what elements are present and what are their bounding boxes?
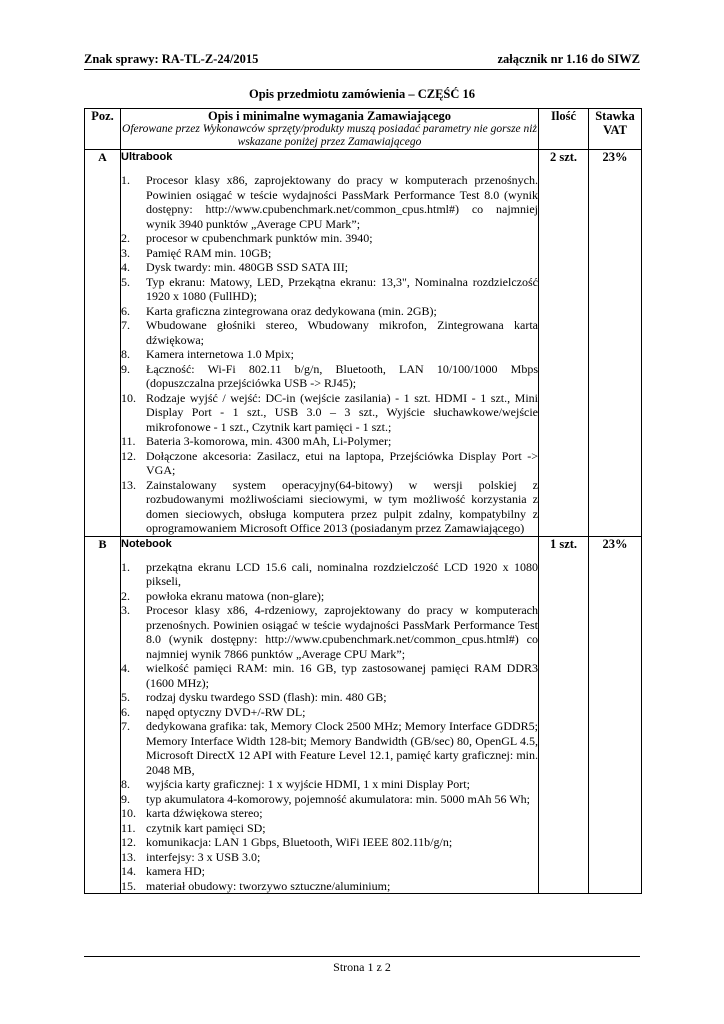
row-position: B bbox=[85, 536, 121, 894]
list-item-number: 7. bbox=[121, 719, 130, 733]
list-item-text: Bateria 3-komorowa, min. 4300 mAh, Li-Polymer; bbox=[146, 434, 392, 448]
list-item-number: 5. bbox=[121, 274, 130, 289]
header-opis bbox=[121, 109, 539, 150]
list-item-text: Łączność: Wi-Fi 802.11 b/g/n, Bluetooth, LAN 10/100/1000 Mbps (dopuszczalna przejściówka USB -> RJ45); bbox=[146, 361, 538, 390]
row-description bbox=[121, 150, 539, 537]
list-item-text: typ akumulatora 4-komorowy, pojemność akumulatora: min. 5000 mAh 56 Wh; bbox=[146, 791, 530, 806]
row-category: Notebook bbox=[121, 537, 172, 550]
header-poz: Poz. bbox=[85, 109, 121, 150]
list-item bbox=[121, 864, 538, 879]
list-item-number: 6. bbox=[121, 303, 130, 318]
list-item-text: kamera HD; bbox=[146, 864, 205, 878]
list-item bbox=[121, 260, 538, 275]
list-item-number: 5. bbox=[121, 690, 130, 704]
header-ilosc: Ilość bbox=[539, 109, 589, 150]
table-row bbox=[85, 150, 642, 537]
row-quantity: 2 szt. bbox=[539, 150, 589, 537]
list-item bbox=[121, 719, 538, 777]
list-item-number: 8. bbox=[121, 777, 130, 791]
requirements-list bbox=[121, 560, 538, 894]
list-item-text: materiał obudowy: tworzywo sztuczne/aluminium; bbox=[146, 878, 391, 893]
table-header-row bbox=[85, 109, 642, 150]
document-title: Opis przedmiotu zamówienia – CZĘŚĆ 16 bbox=[248, 87, 476, 101]
list-item-number: 2. bbox=[121, 588, 130, 603]
list-item-number: 11. bbox=[121, 434, 136, 448]
list-item-text: czytnik kart pamięci SD; bbox=[146, 820, 266, 835]
list-item-text: wyjścia karty graficznej: 1 x wyjście HDMI, 1 x mini Display Port; bbox=[146, 777, 470, 791]
list-item-text: Karta graficzna zintegrowana oraz dedykowana (min. 2GB); bbox=[146, 303, 437, 318]
list-item-number: 10. bbox=[121, 390, 136, 405]
list-item bbox=[121, 589, 538, 604]
row-description bbox=[121, 536, 539, 894]
list-item bbox=[121, 879, 538, 894]
list-item-text: Rodzaje wyjść / wejść: DC-in (wejście zasilania) - 1 szt. HDMI - 1 szt., Mini Display Port - 1 szt., USB 3.0 – 3 szt., Wyjście słuchawkowe/wejście mikrofonowe - 1 szt., Czytnik kart pamięci - 1 szt.; bbox=[146, 390, 538, 434]
list-item-number: 4. bbox=[121, 661, 130, 675]
list-item bbox=[121, 391, 538, 435]
list-item-text: powłoka ekranu matowa (non-glare); bbox=[146, 588, 325, 603]
list-item bbox=[121, 806, 538, 821]
list-item bbox=[121, 560, 538, 589]
list-item bbox=[121, 661, 538, 690]
list-item-text: napęd optyczny DVD+/-RW DL; bbox=[146, 704, 306, 719]
list-item bbox=[121, 850, 538, 865]
list-item-text: przekątna ekranu LCD 15.6 cali, nominalna rozdzielczość LCD 1920 x 1080 pikseli, bbox=[146, 559, 538, 588]
list-item-number: 15. bbox=[121, 878, 136, 893]
list-item-number: 10. bbox=[121, 806, 136, 820]
list-item-text: karta dźwiękowa stereo; bbox=[146, 806, 263, 820]
list-item bbox=[121, 835, 538, 850]
list-item-number: 8. bbox=[121, 347, 130, 361]
list-item-text: interfejsy: 3 x USB 3.0; bbox=[146, 849, 261, 864]
list-item-number: 3. bbox=[121, 245, 130, 260]
table-row bbox=[85, 536, 642, 894]
list-item-number: 11. bbox=[121, 820, 136, 835]
list-item-text: Procesor klasy x86, zaprojektowany do pracy w komputerach przenośnych. Powinien osiągać w teście wydajności PassMark Performance Test 8.0 (wynik dostępny: http://www.cpubenchmark.net/common_cpus.html#) co najmniej wynik 3940 punktów „Average CPU Mark”; bbox=[146, 173, 538, 231]
list-item bbox=[121, 318, 538, 347]
list-item-number: 9. bbox=[121, 361, 130, 376]
list-item-number: 12. bbox=[121, 448, 136, 463]
header-opis-title: Opis i minimalne wymagania Zamawiającego bbox=[207, 109, 452, 123]
list-item-number: 12. bbox=[121, 835, 136, 849]
row-vat: 23% bbox=[589, 150, 642, 537]
list-item-number: 4. bbox=[121, 260, 130, 274]
list-item-number: 14. bbox=[121, 864, 136, 878]
list-item bbox=[121, 821, 538, 836]
list-item-number: 7. bbox=[121, 318, 130, 332]
list-item bbox=[121, 173, 538, 231]
page-number: Strona 1 z 2 bbox=[333, 960, 391, 974]
row-category: Ultrabook bbox=[121, 151, 173, 163]
list-item bbox=[121, 246, 538, 261]
header-vat: Stawka VAT bbox=[589, 109, 642, 150]
list-item-text: wielkość pamięci RAM: min. 16 GB, typ zastosowanej pamięci RAM DDR3 (1600 MHz); bbox=[146, 661, 538, 690]
list-item-number: 6. bbox=[121, 704, 130, 719]
list-item-number: 2. bbox=[121, 231, 130, 245]
list-item-text: Zainstalowany system operacyjny(64-bitowy) w wersji polskiej z rozbudowanymi możliwościami sieciowymi, w tym możliwość korzystania z domen sieciowych, obsługa komputera przez pulpit zdalny, kompatybilny z oprogramowaniem Microsoft Office 2013 (posiadanym przez Zamawiającego) bbox=[146, 477, 538, 535]
row-vat: 23% bbox=[589, 536, 642, 894]
list-item bbox=[121, 304, 538, 319]
list-item-text: Dysk twardy: min. 480GB SSD SATA III; bbox=[146, 260, 349, 274]
list-item bbox=[121, 231, 538, 246]
document-header bbox=[84, 52, 640, 70]
list-item bbox=[121, 362, 538, 391]
list-item-text: Typ ekranu: Matowy, LED, Przekątna ekranu: 13,3", Nominalna rozdzielczość 1920 x 1080 (FullHD); bbox=[146, 274, 538, 303]
list-item-number: 1. bbox=[121, 173, 130, 187]
list-item-text: Dołączone akcesoria: Zasilacz, etui na laptopa, Przejściówka Display Port -> VGA; bbox=[146, 448, 538, 477]
list-item bbox=[121, 705, 538, 720]
list-item-text: rodzaj dysku twardego SSD (flash): min. 480 GB; bbox=[146, 690, 387, 704]
requirements-list bbox=[121, 173, 538, 536]
list-item-number: 13. bbox=[121, 849, 136, 864]
list-item-text: Procesor klasy x86, 4-rdzeniowy, zaprojektowany do pracy w komputerach przenośnych. Powinien osiągać w teście wydajności PassMark Performance Test 8.0 (wynik dostępny: http://www.cpubenchmark.net/common_cpus.html#) co najmniej wynik 7866 punktów „Average CPU Mark”; bbox=[146, 603, 538, 661]
attachment-label: załącznik nr 1.16 do SIWZ bbox=[497, 52, 640, 66]
list-item bbox=[121, 434, 538, 449]
case-number: Znak sprawy: RA-TL-Z-24/2015 bbox=[84, 52, 259, 66]
list-item-number: 13. bbox=[121, 477, 136, 492]
list-item-text: komunikacja: LAN 1 Gbps, Bluetooth, WiFi IEEE 802.11b/g/n; bbox=[146, 835, 453, 849]
list-item-text: Pamięć RAM min. 10GB; bbox=[146, 245, 272, 260]
row-quantity: 1 szt. bbox=[539, 536, 589, 894]
list-item bbox=[121, 275, 538, 304]
list-item bbox=[121, 777, 538, 792]
list-item-text: Wbudowane głośniki stereo, Wbudowany mikrofon, Zintegrowana karta dźwiękowa; bbox=[146, 318, 538, 347]
list-item-text: procesor w cpubenchmark punktów min. 3940; bbox=[146, 231, 373, 245]
list-item-number: 1. bbox=[121, 559, 130, 574]
list-item bbox=[121, 347, 538, 362]
list-item bbox=[121, 690, 538, 705]
list-item bbox=[121, 603, 538, 661]
list-item bbox=[121, 792, 538, 807]
row-position: A bbox=[85, 150, 121, 537]
header-opis-subtitle: Oferowane przez Wykonawców sprzęty/produkty muszą posiadać parametry nie gorsze niż wskazane poniżej przez Zamawiającego bbox=[122, 123, 537, 148]
footer-divider bbox=[84, 956, 640, 957]
list-item bbox=[121, 449, 538, 478]
list-item-number: 9. bbox=[121, 791, 130, 806]
list-item-text: Kamera internetowa 1.0 Mpix; bbox=[146, 347, 294, 361]
list-item bbox=[121, 478, 538, 536]
list-item-text: dedykowana grafika: tak, Memory Clock 2500 MHz; Memory Interface GDDR5; Memory Interface Width 128-bit; Memory Bandwidth (GB/sec) 80, OpenGL 4.5, Microsoft DirectX 12 API with Feature Level 12.1, pamięć karty graficznej: min. 2048 MB, bbox=[146, 719, 538, 777]
specification-table bbox=[84, 108, 642, 894]
list-item-number: 3. bbox=[121, 603, 130, 617]
